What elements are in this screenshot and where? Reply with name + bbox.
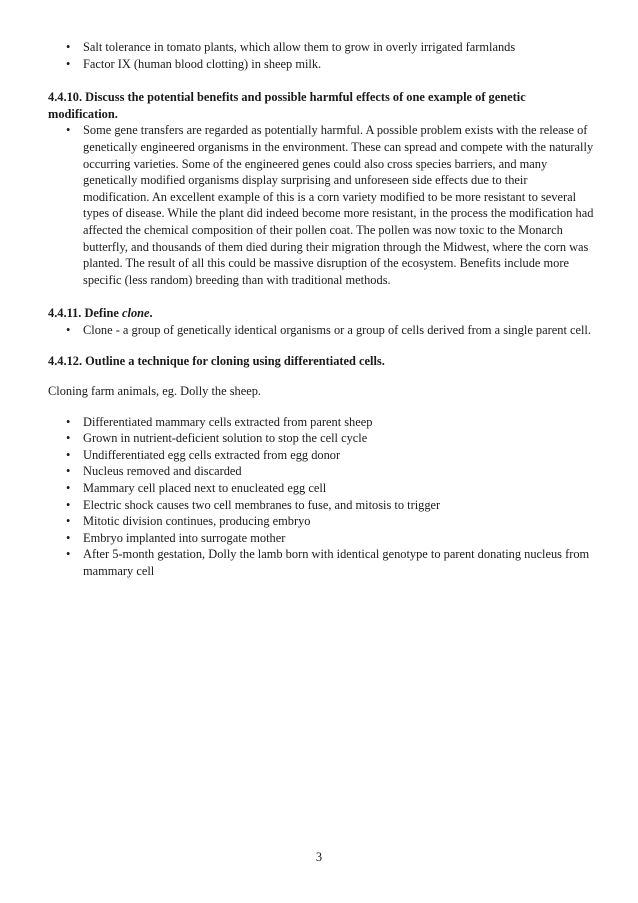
list-item: • Mitotic division continues, producing embryo bbox=[48, 513, 596, 530]
section-heading-4-4-12: 4.4.12. Outline a technique for cloning using differentiated cells. bbox=[48, 353, 385, 368]
section-4-4-10-bullet-list bbox=[48, 122, 596, 288]
page-number: 3 bbox=[315, 850, 323, 864]
section-4-4-11-bullet-list bbox=[48, 322, 596, 339]
list-item: • Factor IX (human blood clotting) in sheep milk. bbox=[48, 56, 596, 73]
list-item: • Grown in nutrient-deficient solution to stop the cell cycle bbox=[48, 430, 596, 447]
section-intro-text: Cloning farm animals, eg. Dolly the sheep. bbox=[48, 384, 262, 399]
list-item: • Undifferentiated egg cells extracted from egg donor bbox=[48, 447, 596, 464]
heading-suffix: . bbox=[149, 306, 153, 321]
intro-bullet-list bbox=[48, 39, 596, 72]
heading-term: clone bbox=[122, 306, 150, 321]
list-item: • Electric shock causes two cell membranes to fuse, and mitosis to trigger bbox=[48, 497, 596, 514]
list-item: • Differentiated mammary cells extracted from parent sheep bbox=[48, 414, 596, 431]
list-item: • Salt tolerance in tomato plants, which allow them to grow in overly irrigated farmlands bbox=[48, 39, 596, 56]
list-item: • Some gene transfers are regarded as potentially harmful. A possible problem exists with the release of genetically engineered organisms in the environment. These can spread and compete with the naturally occurring varieties. Some of the engineered genes could also cross species barriers, and many genetically modified organisms display surprising and unforeseen side effects due to their modification. An excellent example of this is a corn variety modified to be more resistant to several types of disease. While the plant did indeed become more resistant, in the process the modification had affected the chemical composition of their pollen coat. The pollen was now toxic to the Monarch butterfly, and thousands of them died during their migration through the Midwest, where the corn was planted. The result of all this could be massive disruption of the ecosystem. Benefits include more specific (less random) breeding than with traditional methods. bbox=[48, 122, 596, 288]
list-item: • Nucleus removed and discarded bbox=[48, 463, 596, 480]
list-item: • Embryo implanted into surrogate mother bbox=[48, 530, 596, 547]
heading-prefix: 4.4.11. Define bbox=[48, 306, 122, 321]
list-item: • Mammary cell placed next to enucleated egg cell bbox=[48, 480, 596, 497]
section-heading-4-4-10: 4.4.10. Discuss the potential benefits and possible harmful effects of one example of genetic modification. bbox=[48, 90, 526, 121]
section-heading-4-4-11 bbox=[48, 305, 596, 322]
list-item: • After 5-month gestation, Dolly the lamb born with identical genotype to parent donating nucleus from mammary cell bbox=[48, 546, 596, 579]
list-item: • Clone - a group of genetically identical organisms or a group of cells derived from a single parent cell. bbox=[48, 322, 596, 339]
page-content bbox=[48, 39, 596, 580]
cloning-steps-list bbox=[48, 414, 596, 580]
